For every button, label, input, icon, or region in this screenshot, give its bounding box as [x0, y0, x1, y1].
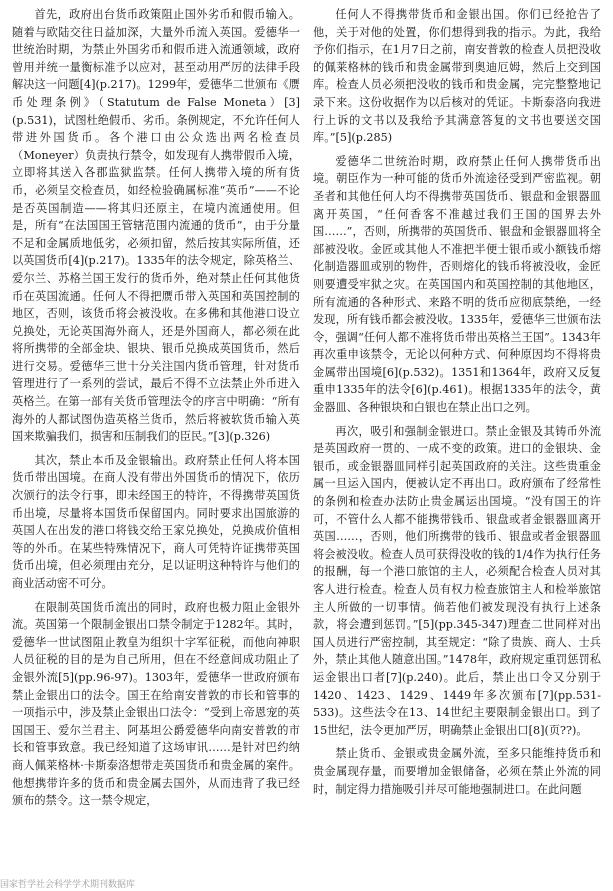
- paragraph: 爱德华二世统治时期，政府禁止任何人携带货币出境。朝臣作为一种可能的货币外流途径受到严密监视。朝圣者和其他任何人均不得携带英国货币、银盘和金银器皿离开英国，“任何香客不准越过我们王国的国界去外国……”，否则，所携带的英国货币、银盘和金银器皿将全部被没收。金匠或其他人不准把半便士银币或小额钱币熔化制造器皿或别的物件，否则熔化的钱币将被没收，金匠则要遭受牢狱之灾。在英国国内和英国控制的其他地区，所有流通的各种形式、来路不明的货币应彻底禁绝，一经发现，所有钱币都会被没收。1335年，爱德华三世颁布法令，强调“任何人都不准将货币带出英格兰王国”。1343年再次重申该禁令，无论以何种方式、何种原因均不得将贵金属带出国境[6](p.532)。1351和1364年，政府又反复重申1335年的法令[6](p.461)。根据1335年的法令，黄金器皿、各种银块和白银也在禁止出口之列。: [313, 154, 601, 415]
- left-column: [12, 6, 300, 810]
- paragraph: 再次，吸引和强制金银进口。禁止金银及其铸币外流是英国政府一贯的、一成不变的政策。进口的金银块、金银币，或金银器皿同样引起英国政府的关注。这些贵重金属一旦运入国内，便被认定不再出口。政府颁布了经常性的条例和检查办法防止贵金属运出国境。“没有国王的许可，不管什么人都不能携带钱币、银盘或者金银器皿离开英国……，否则，他们所携带的钱币、银盘或者金银器皿将会被没收。检查人员可获得没收的钱的1/4作为执行任务的报酬，每一个港口旅馆的主人，必须配合检查人员对其客人进行检查。检查人员有权力检查旅馆主人和检举旅馆主人所做的一切事情。倘若他们被发现没有执行上述条款，将会遭到惩罚。”[5](pp.345-347)理查二世同样对出国人员进行严密控制，其至规定：“除了贵族、商人、士兵外，禁止其他人随意出国。”1478年，政府规定重罚惩罚私运金银出口者[7](p.240)。此后，禁止出口令又分别于1420、1423、1429、1449年多次颁布[7](pp.531-533)。这些法令在13、14世纪主要限制金银出口。到了15世纪，法令更加严厉，明确禁止金银出口[8](页??)。: [313, 424, 601, 737]
- paragraph: 其次，禁止本币及金银输出。政府禁止任何人将本国货币带出国境。在商人没有带出外国货币的情况下，依历次颁行的法令行事，即未经国王的特许，不得携带英国货币出境，尽量将本国货币保留国内。同时要求出国旅游的英国人在出发的港口将钱交给王家兑换处，兑换成价值相等的外币。在某些特殊情况下，商人可凭特许证携带英国货币出境，但必须理由充分，足以证明这种特许与他们的商业活动密不可分。: [12, 453, 300, 590]
- watermark-footer: 国家哲学社会科学学术期刊数据库: [0, 880, 136, 890]
- paragraph: 任何人不得携带货币和金银出国。你们已经抢告了他，关于对他的处置，你们想得到我的指示。为此，我给予你们指示，在1月7日之前，南安普敦的检查人员把没收的佩莱格林的钱币和贵金属带到奥迪厄姆，然后上交到国库。检查人员必须把没收的钱币和贵金属，完完整整地记录下来。这份收据作为以后核对的凭证。卡斯泰洛向我进行上诉的文书以及我给予其满意答复的文书也要送交国库。”[5](p.285): [313, 8, 601, 145]
- paragraph: 首先，政府出台货币政策阻止国外劣币和假币输入。随着与欧陆交往日益加深，大量外币流入英国。爱德华一世统治时期，为禁止外国劣币和假币进入流通领域，政府曾用并统一量衡标准予以应对，甚至动用严厉的法律手段解决这一问题[4](p.217)。1299年，爱德华二世颁布《赝币处理条例》（Statutum de False Moneta）[3](p.531)，试图杜绝假币、劣币。条例规定，不允许任何人带进外国货币。各个港口由公众选出两名检查员（Moneyer）负责执行禁令，如发现有人携带假币入境，立即将其送入各郡监狱监禁。任何人携带入境的所有货币，必须呈交检查员，如经检验确属标准“英币”——不论是否英国制造——将其归还原主，在境内流通使用。但是，所有“在法国国王管辖范围内流通的货币”，由于分量不足和金属质地低劣，必须扣留，然后按其实际所值，还以英国货币[4](p.217)。1335年的法令规定，除英格兰、爱尔兰、苏格兰国王发行的货币外，绝对禁止任何其他货币在英国流通。任何人不得把赝币带入英国和英国控制的地区，否则，该货币将会被没收。在多佛和其他港口设立兑换处，无论英国海外商人，还是外国商人，都必须在此将所携带的全部金块、银块、银币兑换成英国货币，然后进行交易。爱德华三世十分关注国内货币管理，针对货币管理进行了一系列的尝试，最后不得不立法禁止外币进入英格兰。在第一部有关货币管理法令的序言中明确：“所有海外的人都试图伪造英格兰货币，然后将被软货币输入英国来欺骗我们，损害和压制我们的臣民。”[3](p.326): [12, 8, 300, 444]
- paragraph: 在限制英国货币流出的同时，政府也极力阻止金银外流。英国第一个限制金银出口禁令制定于1282年。其时，爱德华一世试图阻止教皇为组织十字军征税，而他向神职人员征税的目的是为自己所用，但在不经意间成功阻止了金银外流[5](pp.96-97)。1303年，爱德华一世政府颁布禁止金银出口的法令。国王在给南安普敦的市长和管事的一项指示中，涉及禁止金银出口法令：“受到上帝恩宠的英国国王、爱尔兰君主、阿基坦公爵爱德华向南安普敦的市长和管事致意。我已经知道了这场审讯……是针对巴约纳商人佩莱格林·卡斯泰洛想带走英国货币和贵金属的案件。他想携带许多的货币和贵金属去国外，从而违背了我已经颁布的禁令。这一禁令规定，: [12, 600, 300, 808]
- right-column: [313, 6, 601, 798]
- paragraph: 禁止货币、金银或贵金属外流，至多只能维持货币和贵金属现存量，而要增加金银储备，必须在禁止外流的同时，制定得力措施吸引并尽可能地强制进口。在此问题: [313, 747, 601, 796]
